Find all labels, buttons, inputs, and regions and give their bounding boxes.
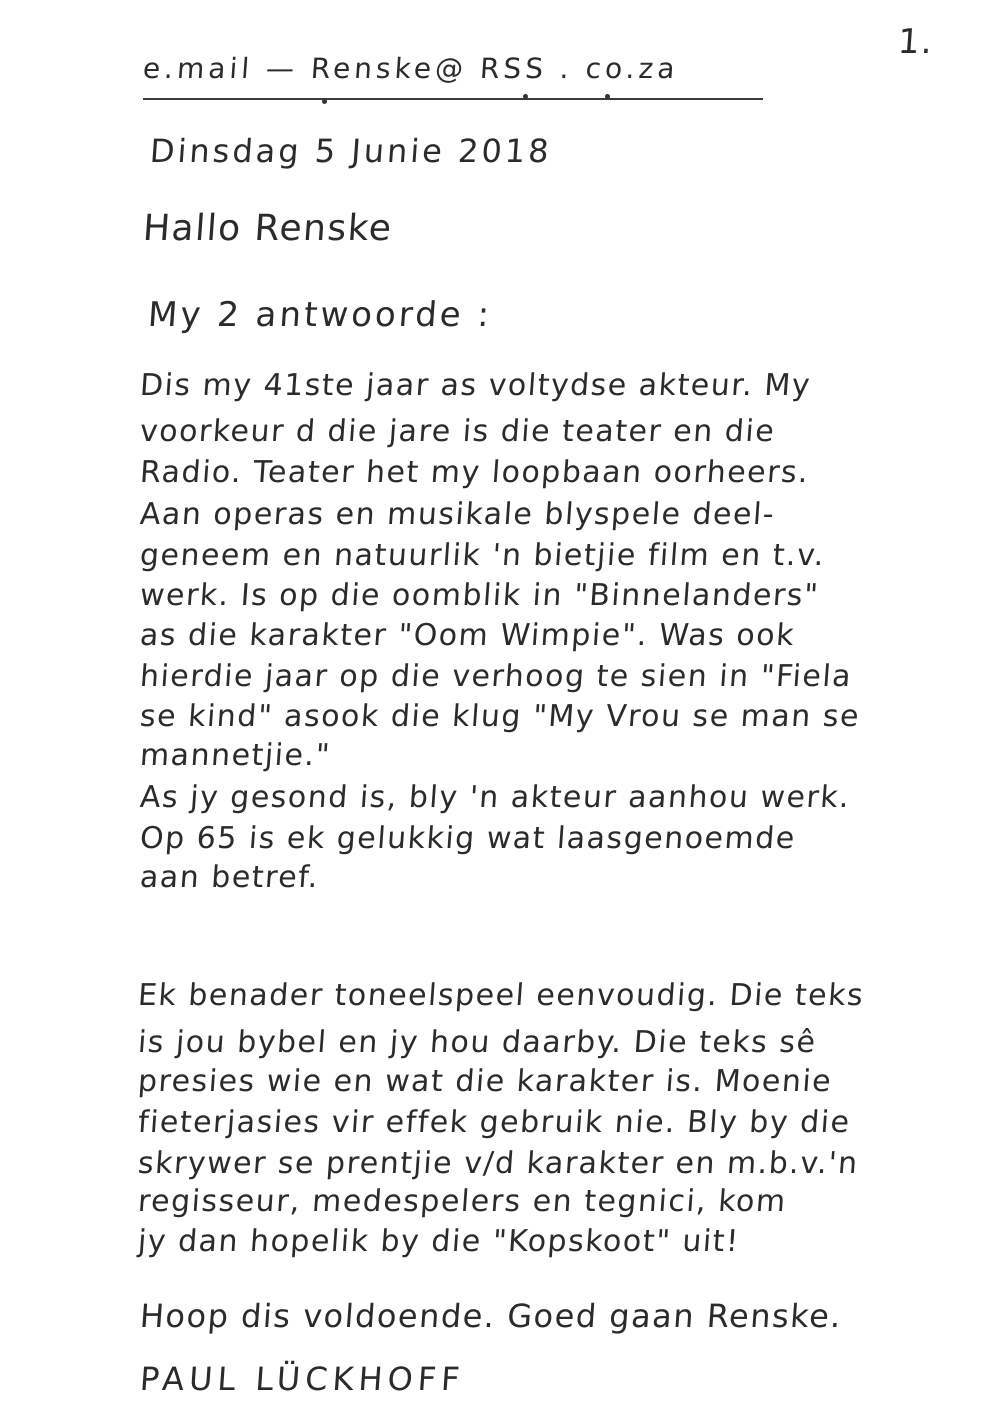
paragraph1-line: As jy gesond is, bly 'n akteur aanhou werk.	[138, 780, 852, 815]
underline-dot	[523, 94, 528, 99]
paragraph1-line: as die karakter "Oom Wimpie". Was ook	[138, 618, 797, 653]
page-number: 1.	[896, 22, 935, 62]
letter-date: Dinsdag 5 Junie 2018	[148, 132, 553, 170]
paragraph1-line: mannetjie."	[138, 738, 333, 773]
paragraph2-line: fieterjasies vir effek gebruik nie. Bly by die	[136, 1105, 852, 1140]
paragraph2-line: skrywer se prentjie v/d karakter en m.b.v.'n	[136, 1146, 860, 1181]
paragraph1-line: Dis my 41ste jaar as voltydse akteur. My	[138, 368, 813, 403]
paragraph2-line: presies wie en wat die karakter is. Moenie	[136, 1064, 834, 1099]
paragraph1-line: aan betref.	[138, 860, 321, 895]
paragraph1-line: voorkeur d die jare is die teater en die	[138, 414, 777, 449]
paragraph2-line: Ek benader toneelspeel eenvoudig. Die teks	[136, 978, 866, 1013]
underline-dot	[605, 94, 610, 99]
paragraph1-line: geneem en natuurlik 'n bietjie film en t.v.	[138, 538, 827, 573]
paragraph2-line: regisseur, medespelers en tegnici, kom	[136, 1184, 788, 1219]
paragraph1-line: Aan operas en musikale blyspele deel-	[138, 497, 777, 532]
paragraph1-line: Op 65 is ek gelukkig wat laasgenoemde	[138, 821, 798, 856]
paragraph2-line: jy dan hopelik by die "Kopskoot" uit!	[136, 1224, 741, 1259]
email-line: e.mail — Renske@ RSS . co.za	[141, 52, 680, 85]
paragraph2-line: is jou bybel en jy hou daarby. Die teks sê	[136, 1025, 818, 1060]
signature: PAUL LÜCKHOFF	[138, 1360, 466, 1398]
email-underline	[143, 96, 763, 100]
closing-line: Hoop dis voldoende. Goed gaan Renske.	[138, 1297, 844, 1335]
paragraph1-line: hierdie jaar op die verhoog te sien in "Fiela	[138, 659, 854, 694]
intro-line: My 2 antwoorde :	[146, 295, 494, 335]
paragraph1-line: Radio. Teater het my loopbaan oorheers.	[138, 455, 811, 490]
paragraph1-line: se kind" asook die klug "My Vrou se man se	[138, 699, 862, 734]
underline-dot	[322, 99, 327, 104]
greeting: Hallo Renske	[141, 208, 394, 249]
paragraph1-line: werk. Is op die oomblik in "Binnelanders"	[138, 578, 821, 613]
